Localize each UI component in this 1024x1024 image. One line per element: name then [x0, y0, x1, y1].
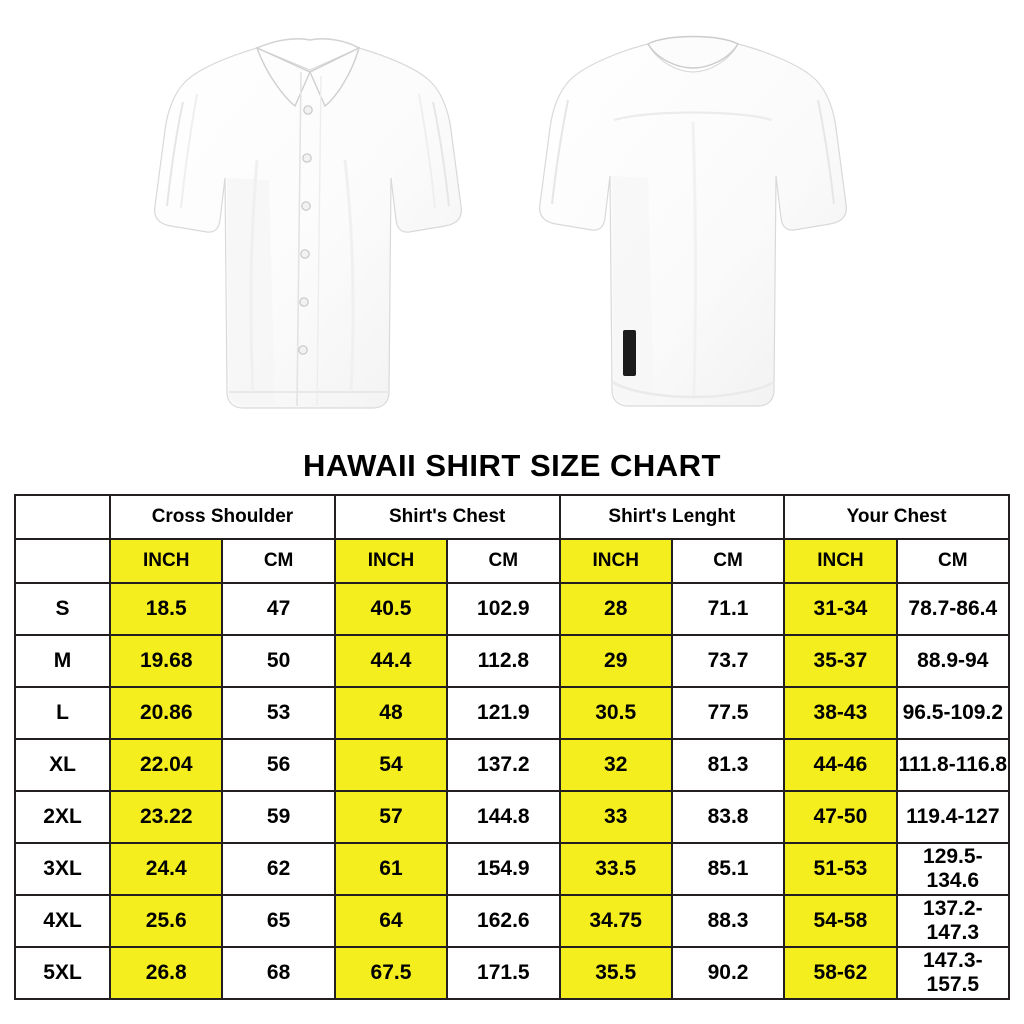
cell-m-your-chest-inch: 35-37 — [784, 635, 896, 687]
cell-m-length-inch: 29 — [560, 635, 672, 687]
cell-xl-chest-cm: 137.2 — [447, 739, 559, 791]
table-row — [15, 583, 1009, 635]
cell-l-chest-cm: 121.9 — [447, 687, 559, 739]
page-title: HAWAII SHIRT SIZE CHART — [303, 448, 721, 483]
cell-xl-your-chest-inch: 44-46 — [784, 739, 896, 791]
cell-4xl-chest-inch: 64 — [335, 895, 447, 947]
unit-cell-inch-4: INCH — [784, 539, 896, 583]
size-label-3xl: 3XL — [15, 843, 110, 895]
cell-3xl-cross-shoulder-inch: 24.4 — [110, 843, 222, 895]
cell-l-cross-shoulder-inch: 20.86 — [110, 687, 222, 739]
table-row — [15, 687, 1009, 739]
cell-5xl-length-inch: 35.5 — [560, 947, 672, 999]
group-header-shirts-chest: Shirt's Chest — [335, 495, 560, 539]
table-row — [15, 947, 1009, 999]
cell-4xl-chest-cm: 162.6 — [447, 895, 559, 947]
shirt-back-view — [528, 10, 858, 435]
cell-xl-your-chest-cm: 111.8-116.8 — [897, 739, 1009, 791]
group-header-row — [15, 495, 1009, 539]
cell-xl-cross-shoulder-inch: 22.04 — [110, 739, 222, 791]
size-label-5xl: 5XL — [15, 947, 110, 999]
table-row — [15, 791, 1009, 843]
cell-5xl-chest-inch: 67.5 — [335, 947, 447, 999]
cell-3xl-cross-shoulder-cm: 62 — [222, 843, 334, 895]
cell-l-your-chest-cm: 96.5-109.2 — [897, 687, 1009, 739]
shirt-front-view — [145, 10, 475, 435]
table-row — [15, 635, 1009, 687]
cell-xl-chest-inch: 54 — [335, 739, 447, 791]
cell-l-chest-inch: 48 — [335, 687, 447, 739]
unit-header-row — [15, 539, 1009, 583]
cell-3xl-your-chest-cm: 129.5-134.6 — [897, 843, 1009, 895]
cell-2xl-your-chest-cm: 119.4-127 — [897, 791, 1009, 843]
cell-m-chest-inch: 44.4 — [335, 635, 447, 687]
cell-4xl-cross-shoulder-cm: 65 — [222, 895, 334, 947]
size-chart-table — [14, 494, 1010, 1000]
cell-2xl-cross-shoulder-cm: 59 — [222, 791, 334, 843]
cell-5xl-length-cm: 90.2 — [672, 947, 784, 999]
cell-4xl-length-inch: 34.75 — [560, 895, 672, 947]
cell-s-your-chest-inch: 31-34 — [784, 583, 896, 635]
group-header-cross-shoulder: Cross Shoulder — [110, 495, 335, 539]
cell-3xl-chest-cm: 154.9 — [447, 843, 559, 895]
cell-4xl-your-chest-cm: 137.2-147.3 — [897, 895, 1009, 947]
cell-4xl-cross-shoulder-inch: 25.6 — [110, 895, 222, 947]
cell-3xl-length-cm: 85.1 — [672, 843, 784, 895]
cell-s-chest-inch: 40.5 — [335, 583, 447, 635]
cell-5xl-chest-cm: 171.5 — [447, 947, 559, 999]
cell-m-cross-shoulder-cm: 50 — [222, 635, 334, 687]
cell-2xl-length-inch: 33 — [560, 791, 672, 843]
cell-4xl-length-cm: 88.3 — [672, 895, 784, 947]
group-header-your-chest: Your Chest — [784, 495, 1009, 539]
unit-cell-cm-3: CM — [672, 539, 784, 583]
table-row — [15, 843, 1009, 895]
table-row — [15, 895, 1009, 947]
cell-2xl-chest-inch: 57 — [335, 791, 447, 843]
cell-2xl-length-cm: 83.8 — [672, 791, 784, 843]
cell-m-cross-shoulder-inch: 19.68 — [110, 635, 222, 687]
cell-s-cross-shoulder-cm: 47 — [222, 583, 334, 635]
cell-5xl-cross-shoulder-cm: 68 — [222, 947, 334, 999]
unit-cell-cm-2: CM — [447, 539, 559, 583]
corner-cell — [15, 495, 110, 539]
unit-cell-inch-1: INCH — [110, 539, 222, 583]
cell-m-your-chest-cm: 88.9-94 — [897, 635, 1009, 687]
cell-s-length-cm: 71.1 — [672, 583, 784, 635]
cell-5xl-your-chest-inch: 58-62 — [784, 947, 896, 999]
cell-m-length-cm: 73.7 — [672, 635, 784, 687]
size-table-container — [0, 494, 1024, 1000]
size-label-xl: XL — [15, 739, 110, 791]
cell-l-length-cm: 77.5 — [672, 687, 784, 739]
cell-5xl-your-chest-cm: 147.3-157.5 — [897, 947, 1009, 999]
unit-cell-inch-2: INCH — [335, 539, 447, 583]
size-label-s: S — [15, 583, 110, 635]
cell-m-chest-cm: 112.8 — [447, 635, 559, 687]
cell-s-chest-cm: 102.9 — [447, 583, 559, 635]
cell-l-length-inch: 30.5 — [560, 687, 672, 739]
cell-5xl-cross-shoulder-inch: 26.8 — [110, 947, 222, 999]
corner-cell-2 — [15, 539, 110, 583]
cell-s-cross-shoulder-inch: 18.5 — [110, 583, 222, 635]
cell-l-cross-shoulder-cm: 53 — [222, 687, 334, 739]
cell-3xl-your-chest-inch: 51-53 — [784, 843, 896, 895]
cell-3xl-chest-inch: 61 — [335, 843, 447, 895]
cell-xl-length-cm: 81.3 — [672, 739, 784, 791]
size-label-4xl: 4XL — [15, 895, 110, 947]
cell-l-your-chest-inch: 38-43 — [784, 687, 896, 739]
cell-2xl-chest-cm: 144.8 — [447, 791, 559, 843]
cell-xl-length-inch: 32 — [560, 739, 672, 791]
table-row — [15, 739, 1009, 791]
unit-cell-inch-3: INCH — [560, 539, 672, 583]
shirt-illustrations — [0, 0, 1024, 440]
cell-s-your-chest-cm: 78.7-86.4 — [897, 583, 1009, 635]
cell-2xl-cross-shoulder-inch: 23.22 — [110, 791, 222, 843]
cell-2xl-your-chest-inch: 47-50 — [784, 791, 896, 843]
cell-s-length-inch: 28 — [560, 583, 672, 635]
cell-4xl-your-chest-inch: 54-58 — [784, 895, 896, 947]
cell-3xl-length-inch: 33.5 — [560, 843, 672, 895]
group-header-shirts-lenght: Shirt's Lenght — [560, 495, 785, 539]
unit-cell-cm-1: CM — [222, 539, 334, 583]
size-label-m: M — [15, 635, 110, 687]
size-label-l: L — [15, 687, 110, 739]
cell-xl-cross-shoulder-cm: 56 — [222, 739, 334, 791]
unit-cell-cm-4: CM — [897, 539, 1009, 583]
size-label-2xl: 2XL — [15, 791, 110, 843]
